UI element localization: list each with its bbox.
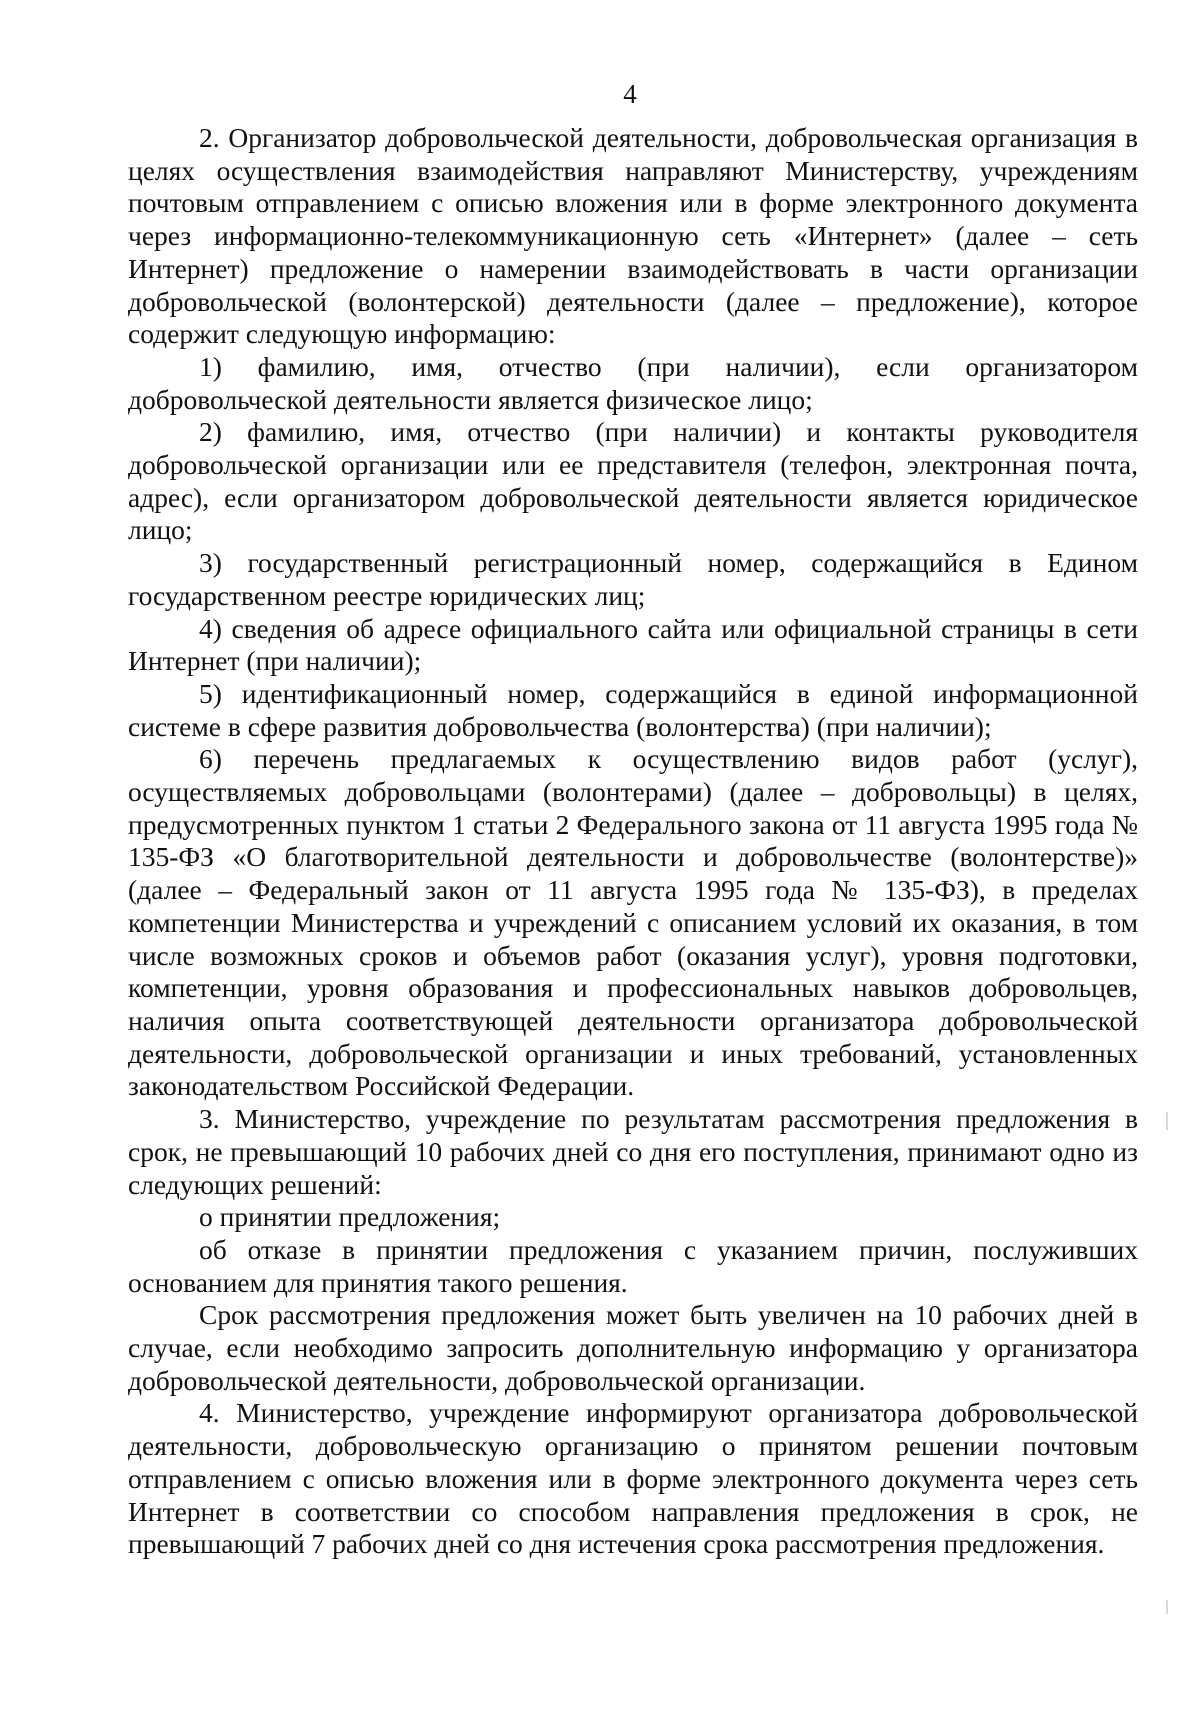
review-extension-paragraph: Срок рассмотрения предложения может быть увеличен на 10 рабочих дней в случае, если необходимо запросить дополнительную информацию у организатора добровольческой деятельности, добровольческой организации. [128,1299,1138,1396]
decision-option-reject: об отказе в принятии предложения с указанием причин, послуживших основанием для принятия такого решения. [128,1233,1138,1298]
list-item-1: 1) фамилию, имя, отчество (при наличии), если организатором добровольческой деятельности является физическое лицо; [128,350,1138,415]
list-item-5: 5) идентификационный номер, содержащийся в единой информационной системе в сфере развития добровольчества (волонтерства) (при наличии); [128,677,1138,742]
scan-artifact-line [1166,1600,1168,1614]
page-number: 4 [623,79,637,109]
list-item-2: 2) фамилию, имя, отчество (при наличии) и контакты руководителя добровольческой организации или ее представителя (телефон, электронная почта, адрес), если организатором добровольческой деятельности является юридическое лицо; [128,416,1138,546]
list-item-4: 4) сведения об адресе официального сайта или официальной страницы в сети Интернет (при наличии); [128,612,1138,677]
paragraph-item-3: 3. Министерство, учреждение по результатам рассмотрения предложения в срок, не превышающий 10 рабочих дней со дня его поступления, принимают одно из следующих решений: [128,1103,1138,1200]
scan-artifact-line [1166,1112,1168,1130]
document-body [128,122,1138,1561]
paragraph-item-2: 2. Организатор добровольческой деятельности, добровольческая организация в целях осуществления взаимодействия направляют Министерству, учреждениям почтовым отправлением с описью вложения или в форме электронного документа через информационно-телекоммуникационную сеть «Интернет» (далее – сеть Интернет) предложение о намерении взаимодействовать в части организации добровольческой (волонтерской) деятельности (далее – предложение), которое содержит следующую информацию: [128,122,1138,350]
paragraph-item-4: 4. Министерство, учреждение информируют организатора добровольческой деятельности, добровольческую организацию о принятом решении почтовым отправлением с описью вложения или в форме электронного документа через сеть Интернет в соответствии со способом направления предложения в срок, не превышающий 7 рабочих дней со дня истечения срока рассмотрения предложения. [128,1397,1138,1560]
decision-option-accept: о принятии предложения; [199,1201,501,1233]
list-item-6: 6) перечень предлагаемых к осуществлению видов работ (услуг), осуществляемых добровольцами (волонтерами) (далее – добровольцы) в целях, предусмотренных пунктом 1 статьи 2 Федерального закона от 11 августа 1995 года № 135-ФЗ «О благотворительной деятельности и добровольчестве (волонтерстве)» (далее – Федеральный закон от 11 августа 1995 года № 135-ФЗ), в пределах компетенции Министерства и учреждений с описанием условий их оказания, в том числе возможных сроков и объемов работ (оказания услуг), уровня подготовки, компетенции, уровня образования и профессиональных навыков добровольцев, наличия опыта соответствующей деятельности организатора добровольческой деятельности, добровольческой организации и иных требований, установленных законодательством Российской Федерации. [128,743,1138,1102]
list-item-3: 3) государственный регистрационный номер, содержащийся в Едином государственном реестре юридических лиц; [128,547,1138,611]
